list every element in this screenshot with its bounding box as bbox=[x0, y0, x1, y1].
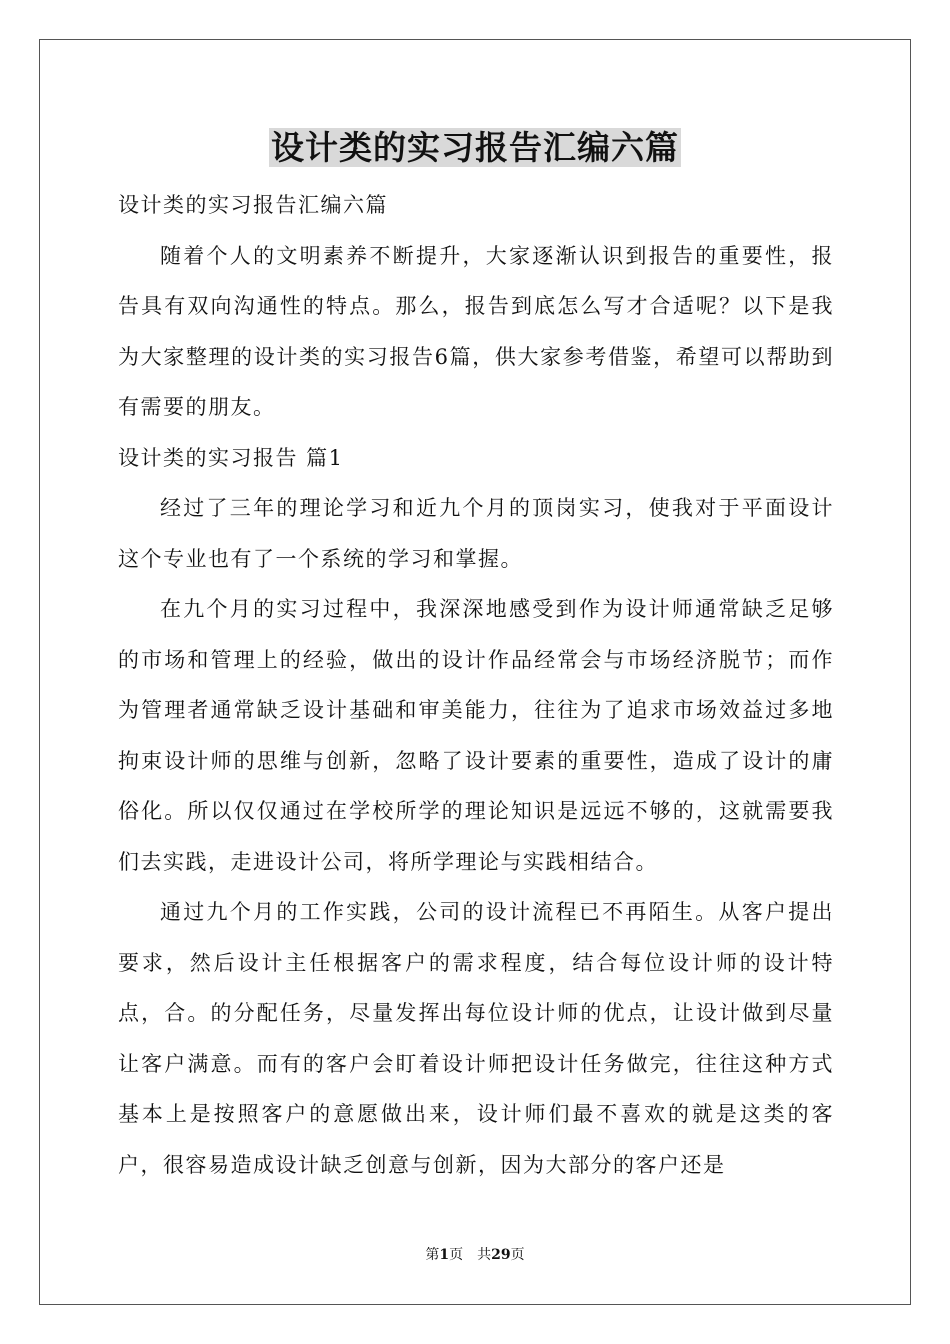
total-suffix: 页 bbox=[510, 1247, 525, 1263]
body-paragraph: 经过了三年的理论学习和近九个月的顶岗实习，使我对于平面设计这个专业也有了一个系统的学习和掌握。 bbox=[118, 496, 834, 571]
intro-paragraph: 随着个人的文明素养不断提升，大家逐渐认识到报告的重要性，报告具有双向沟通性的特点。那么，报告到底怎么写才合适呢？以下是我为大家整理的设计类的实习报告6篇，供大家参考借鉴，希望可以帮助到有需要的朋友。 bbox=[118, 243, 834, 419]
subtitle-line: 设计类的实习报告汇编六篇 bbox=[118, 193, 388, 217]
page-current: 1 bbox=[439, 1247, 450, 1263]
body-paragraph: 在九个月的实习过程中，我深深地感受到作为设计师通常缺乏足够的市场和管理上的经验，做出的设计作品经常会与市场经济脱节；而作为管理者通常缺乏设计基础和审美能力，往往为了追求市场效益过多地拘束设计师的思维与创新，忽略了设计要素的重要性，造成了设计的庸俗化。所以仅仅通过在学校所学的理论知识是远远不够的，这就需要我们去实践，走进设计公司，将所学理论与实践相结合。 bbox=[118, 597, 834, 874]
page-suffix: 页 bbox=[449, 1247, 464, 1263]
document-title bbox=[0, 126, 950, 170]
document-body bbox=[118, 180, 834, 1190]
page-prefix: 第 bbox=[425, 1247, 440, 1263]
total-pages: 29 bbox=[491, 1247, 511, 1263]
page-footer bbox=[0, 1245, 950, 1265]
total-prefix: 共 bbox=[477, 1247, 492, 1263]
document-title-text: 设计类的实习报告汇编六篇 bbox=[271, 128, 679, 167]
body-paragraph: 通过九个月的工作实践，公司的设计流程已不再陌生。从客户提出要求，然后设计主任根据客户的需求程度，结合每位设计师的设计特点，合。的分配任务，尽量发挥出每位设计师的优点，让设计做到尽量让客户满意。而有的客户会盯着设计师把设计任务做完，往往这种方式基本上是按照客户的意愿做出来，设计师们最不喜欢的就是这类的客户，很容易造成设计缺乏创意与创新，因为大部分的客户还是 bbox=[118, 900, 834, 1177]
section-heading: 设计类的实习报告 篇1 bbox=[118, 445, 344, 470]
